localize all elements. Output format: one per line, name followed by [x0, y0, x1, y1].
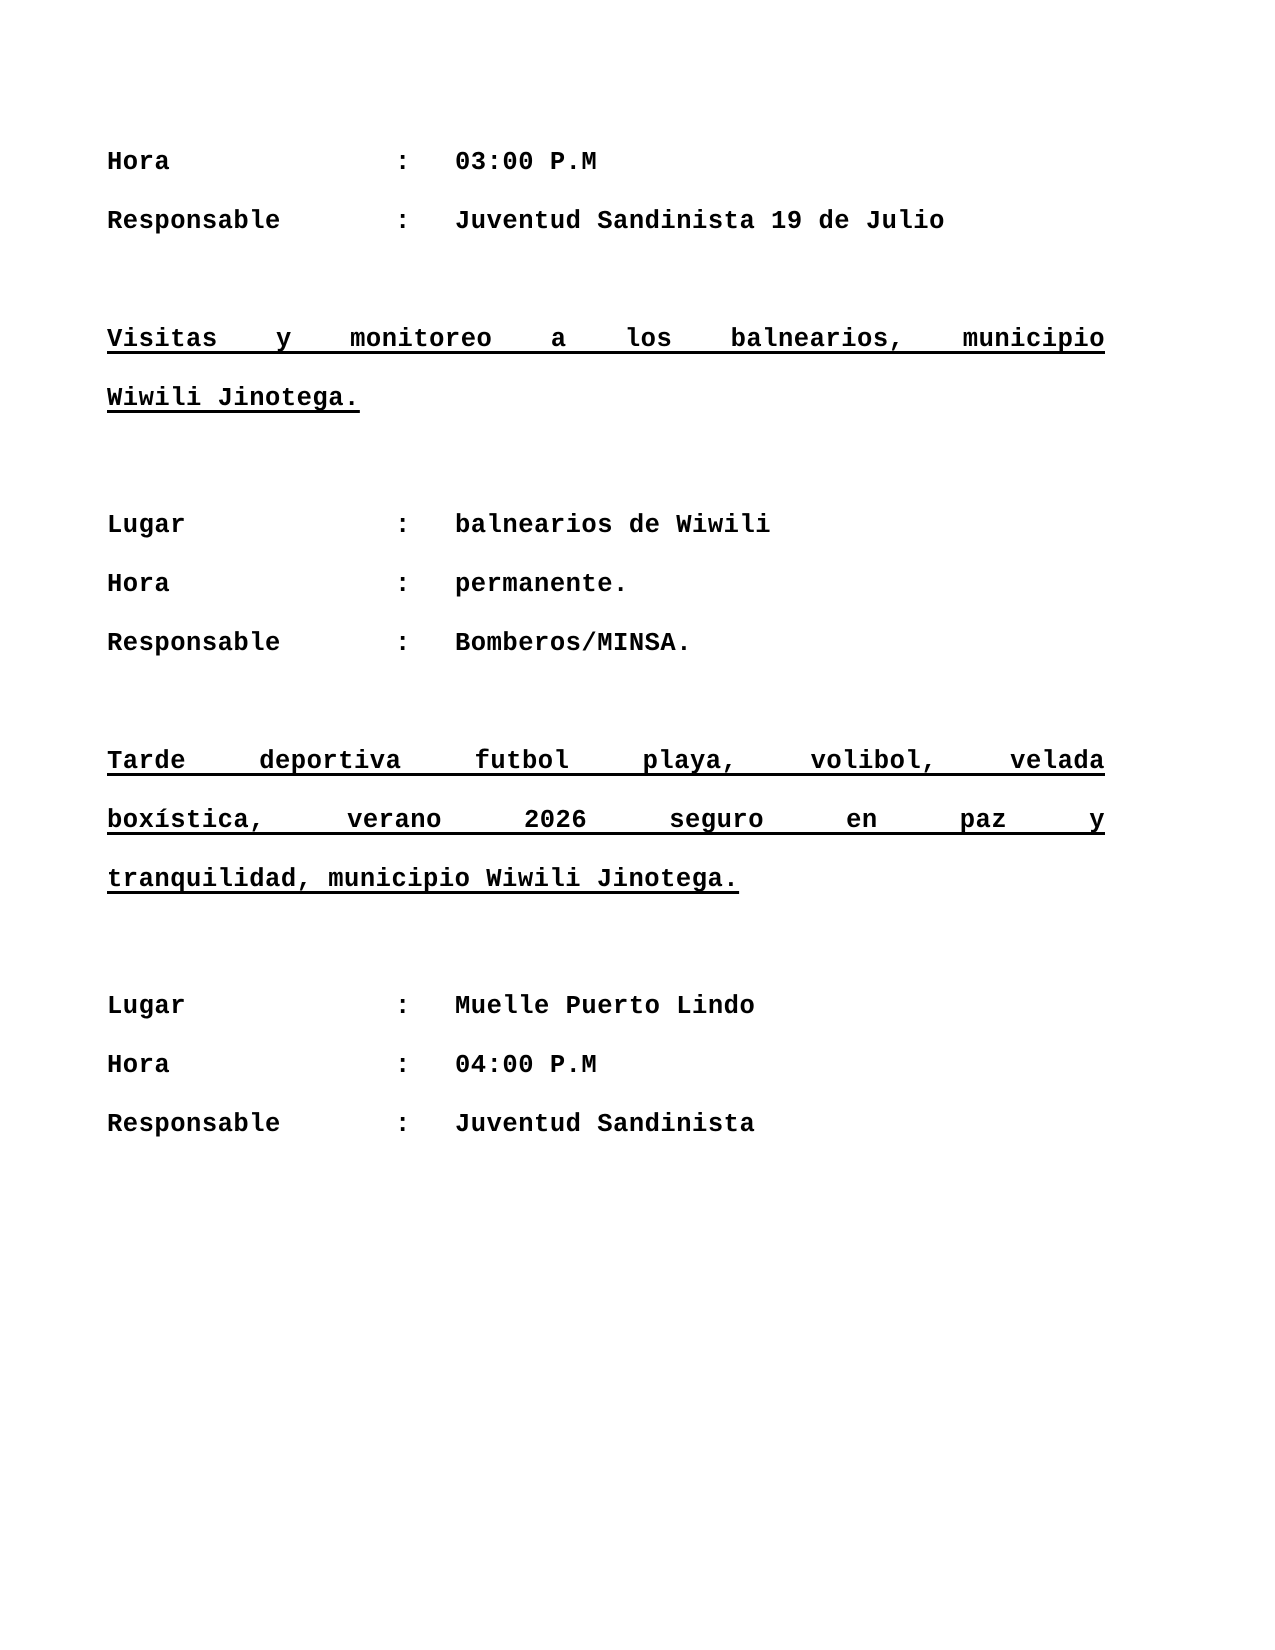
section-heading-line: tranquilidad, municipio Wiwili Jinotega.: [107, 865, 740, 894]
detail-row: [107, 977, 1105, 1036]
detail-label: Responsable: [107, 629, 281, 658]
detail-row: [107, 1095, 1105, 1154]
detail-row: [107, 192, 1105, 251]
detail-block-1: [107, 133, 1105, 251]
section-heading-line: boxística, verano 2026 seguro en paz y: [107, 806, 1105, 835]
section-heading-line: Visitas y monitoreo a los balnearios, municipio: [107, 325, 1105, 354]
detail-row: [107, 1036, 1105, 1095]
detail-separator: :: [395, 570, 411, 599]
detail-label: Hora: [107, 570, 171, 599]
detail-separator: :: [395, 992, 411, 1021]
detail-label: Responsable: [107, 1110, 281, 1139]
document-body: [107, 133, 1105, 1154]
detail-value: Juventud Sandinista: [455, 1110, 756, 1139]
section-heading-2: [107, 732, 1105, 909]
blank-line: [107, 673, 1105, 732]
blank-line: [107, 909, 1105, 977]
detail-separator: :: [395, 511, 411, 540]
detail-value: permanente.: [455, 570, 629, 599]
detail-row: [107, 614, 1105, 673]
detail-separator: :: [395, 1051, 411, 1080]
detail-separator: :: [395, 629, 411, 658]
detail-separator: :: [395, 148, 411, 177]
detail-label: Responsable: [107, 207, 281, 236]
detail-value: Muelle Puerto Lindo: [455, 992, 756, 1021]
detail-value: 03:00 P.M: [455, 148, 598, 177]
detail-separator: :: [395, 207, 411, 236]
blank-line: [107, 251, 1105, 310]
section-heading-line: Wiwili Jinotega.: [107, 384, 360, 413]
section-heading-1: [107, 310, 1105, 428]
detail-row: [107, 133, 1105, 192]
detail-block-2: [107, 496, 1105, 673]
blank-line: [107, 428, 1105, 496]
detail-label: Hora: [107, 148, 171, 177]
detail-label: Lugar: [107, 992, 187, 1021]
detail-row: [107, 496, 1105, 555]
detail-label: Lugar: [107, 511, 187, 540]
detail-separator: :: [395, 1110, 411, 1139]
section-heading-line: Tarde deportiva futbol playa, volibol, velada: [107, 747, 1105, 776]
detail-value: 04:00 P.M: [455, 1051, 598, 1080]
detail-row: [107, 555, 1105, 614]
detail-block-3: [107, 977, 1105, 1154]
detail-value: Juventud Sandinista 19 de Julio: [455, 207, 945, 236]
detail-value: Bomberos/MINSA.: [455, 629, 693, 658]
detail-label: Hora: [107, 1051, 171, 1080]
detail-value: balnearios de Wiwili: [455, 511, 772, 540]
